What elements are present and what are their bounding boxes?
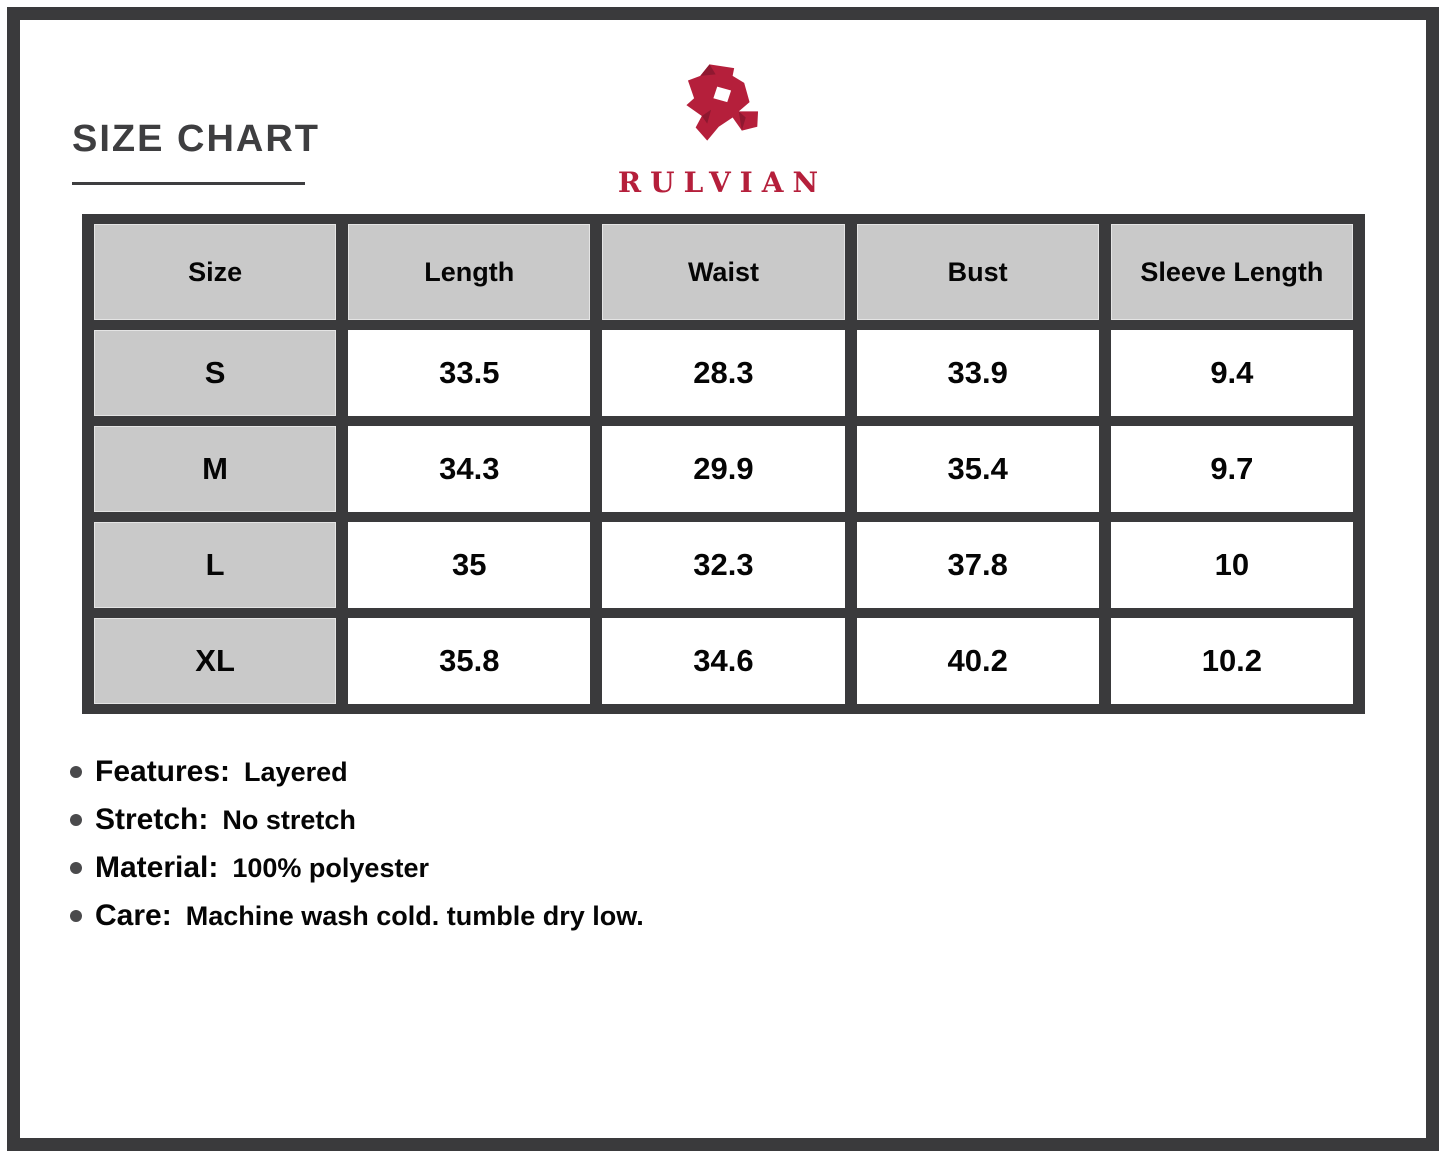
measurement-cell: 9.7 xyxy=(1111,426,1353,512)
measurement-cell: 28.3 xyxy=(602,330,844,416)
measurement-cell: 29.9 xyxy=(602,426,844,512)
measurement-cell: 33.5 xyxy=(348,330,590,416)
bullet-dot-icon xyxy=(70,814,82,826)
row-header-m: M xyxy=(94,426,336,512)
column-header-bust: Bust xyxy=(857,224,1099,320)
measurement-cell: 33.9 xyxy=(857,330,1099,416)
measurement-cell: 34.3 xyxy=(348,426,590,512)
table-row-s xyxy=(94,330,1353,416)
detail-stretch xyxy=(70,796,644,844)
measurement-cell: 34.6 xyxy=(602,618,844,704)
row-header-s: S xyxy=(94,330,336,416)
measurement-cell: 35 xyxy=(348,522,590,608)
page-title: SIZE CHART xyxy=(72,118,320,160)
measurement-cell: 9.4 xyxy=(1111,330,1353,416)
bullet-dot-icon xyxy=(70,910,82,922)
size-chart-table xyxy=(82,214,1365,714)
table-row-l xyxy=(94,522,1353,608)
detail-label: Features: xyxy=(95,755,231,788)
brand-logo-r-icon xyxy=(671,48,775,160)
measurement-cell: 35.4 xyxy=(857,426,1099,512)
column-header-sleeve-length: Sleeve Length xyxy=(1111,224,1353,320)
measurement-cell: 40.2 xyxy=(857,618,1099,704)
product-details-list xyxy=(70,748,644,940)
table-row-xl xyxy=(94,618,1353,704)
detail-material xyxy=(70,844,644,892)
row-header-xl: XL xyxy=(94,618,336,704)
column-header-waist: Waist xyxy=(602,224,844,320)
detail-label: Stretch: xyxy=(95,803,209,836)
detail-label: Material: xyxy=(95,851,219,884)
bullet-dot-icon xyxy=(70,766,82,778)
detail-value: No stretch xyxy=(222,804,356,835)
brand-wordmark: RULVIAN xyxy=(617,166,828,199)
row-header-l: L xyxy=(94,522,336,608)
detail-features xyxy=(70,748,644,796)
brand-logo xyxy=(0,48,1445,199)
detail-value: Machine wash cold. tumble dry low. xyxy=(185,900,644,931)
detail-care xyxy=(70,892,644,940)
table-header-row xyxy=(94,224,1353,320)
detail-value: Layered xyxy=(244,756,348,787)
table-row-m xyxy=(94,426,1353,512)
measurement-cell: 32.3 xyxy=(602,522,844,608)
column-header-size: Size xyxy=(94,224,336,320)
detail-label: Care: xyxy=(95,899,172,932)
measurement-cell: 10.2 xyxy=(1111,618,1353,704)
column-header-length: Length xyxy=(348,224,590,320)
detail-value: 100% polyester xyxy=(232,852,429,883)
bullet-dot-icon xyxy=(70,862,82,874)
measurement-cell: 35.8 xyxy=(348,618,590,704)
measurement-cell: 10 xyxy=(1111,522,1353,608)
measurement-cell: 37.8 xyxy=(857,522,1099,608)
